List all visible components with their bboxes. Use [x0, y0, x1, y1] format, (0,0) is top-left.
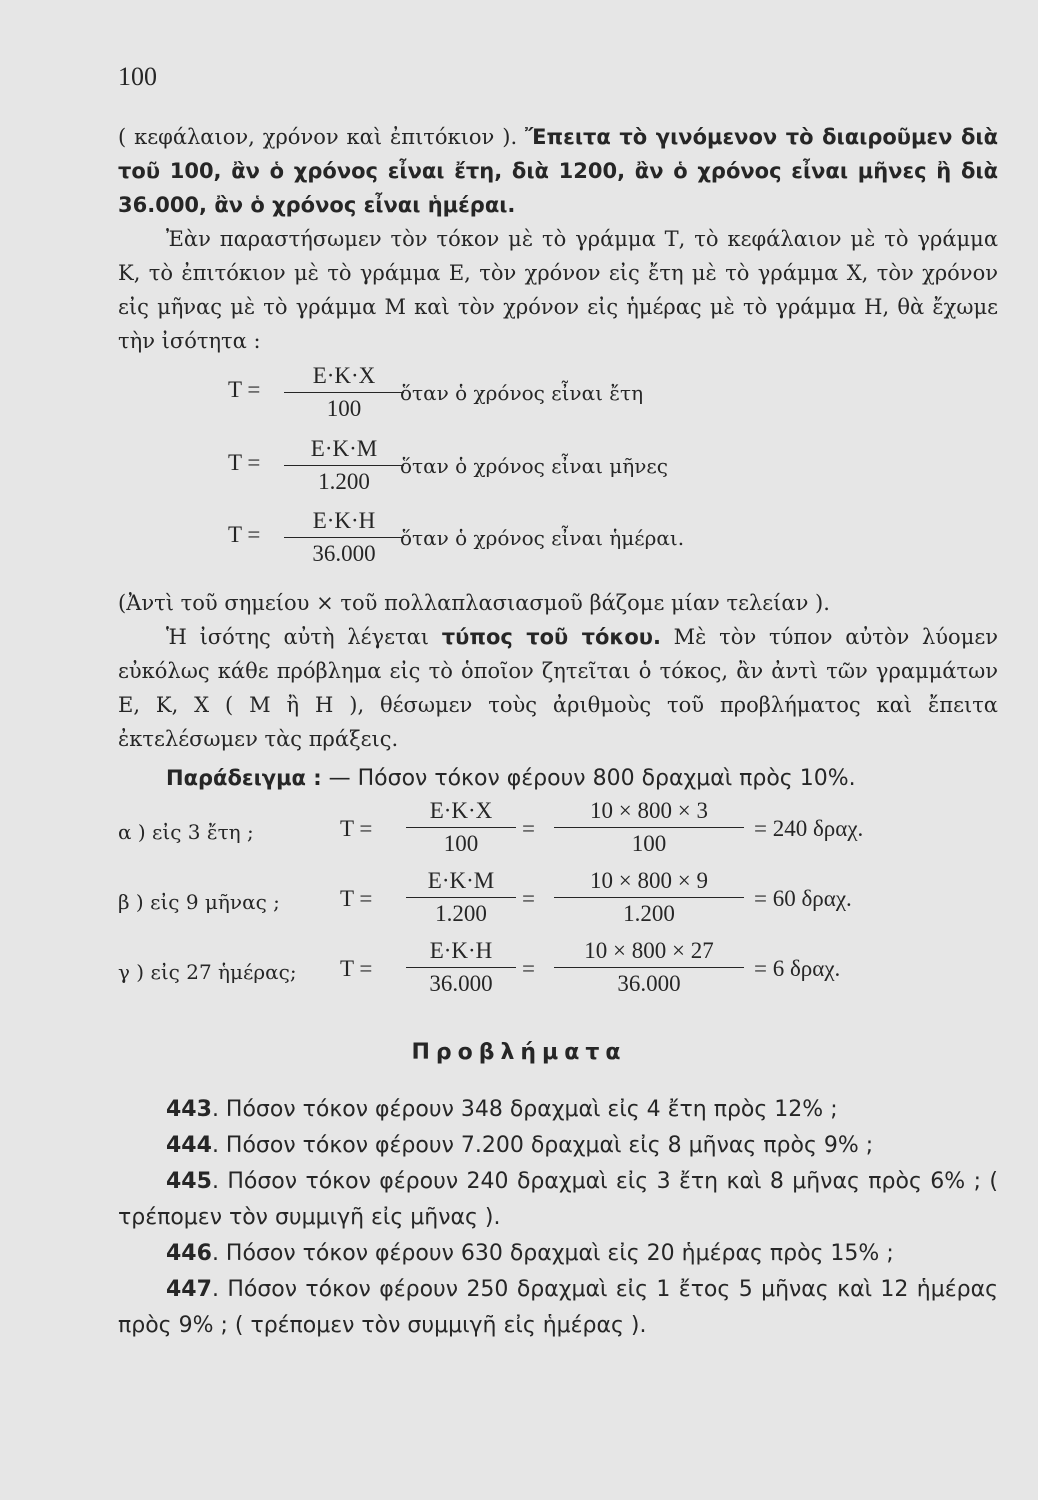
numerator: E·K·H [406, 938, 516, 968]
page-number: 100 [118, 62, 157, 91]
case-b [118, 868, 998, 932]
example-label: Παράδειγμα : [166, 766, 322, 790]
formula-text-pre: Ἡ ἰσότης αὐτὴ λέγεται [166, 625, 442, 649]
equals-sign: = [522, 956, 535, 981]
fraction [284, 436, 404, 495]
case-label: γ ) εἰς 27 ἡμέρας; [118, 960, 297, 984]
case-result: = 6 δραχ. [754, 956, 841, 981]
problem-text: . Πόσον τόκον φέρουν 348 δραχμαὶ εἰς 4 ἔτη πρὸς 12% ; [211, 1097, 838, 1122]
denominator: 1.200 [318, 469, 370, 494]
fraction-numeric [554, 868, 744, 927]
fraction-numeric [554, 938, 744, 997]
formula-lhs: T = [228, 522, 261, 547]
numerator: E·K·M [406, 868, 516, 898]
fraction [284, 363, 404, 422]
fraction-symbolic [406, 938, 516, 997]
numerator: 10 × 800 × 9 [554, 868, 744, 898]
formula-condition: ὅταν ὁ χρόνος εἶναι μῆνες [400, 454, 668, 478]
formula-condition: ὅταν ὁ χρόνος εἶναι ἡμέραι. [400, 526, 685, 550]
equals-sign: = [522, 816, 535, 841]
denominator: 100 [443, 831, 479, 856]
intro-paragraph [118, 120, 998, 222]
formula-text-post: Μὲ τὸν τύπον αὐτὸν λύομεν εὐκόλως κάθε πρόβλημα εἰς τὸ ὁποῖον ζητεῖται ὁ τόκος, ἂν ἀντὶ τῶν γραμμάτων Ε, Κ, Χ ( Μ ἢ Η ), θέσωμεν τοὺς ἀριθμοὺς τοῦ προβλήματος καὶ ἔπειτα ἐκτελέσωμεν τὰς πράξεις. [118, 625, 998, 751]
definition-paragraph: Ἐὰν παραστήσωμεν τὸν τόκον μὲ τὸ γράμμα Τ, τὸ κεφάλαιον μὲ τὸ γράμμα Κ, τὸ ἐπιτόκιον μὲ τὸ γράμμα Ε, τὸν χρόνον εἰς ἔτη μὲ τὸ γράμμα Χ, τὸν χρόνον εἰς μῆνας μὲ τὸ γράμμα Μ καὶ τὸν χρόνον εἰς ἡμέρας μὲ τὸ γράμμα Η, θὰ ἔχωμε τὴν ἰσότητα : [118, 227, 998, 353]
problem-443 [118, 1092, 998, 1128]
example-paragraph [118, 760, 998, 797]
case-a [118, 798, 998, 862]
problem-number: 445 [166, 1169, 212, 1194]
formula-lhs: T = [228, 450, 261, 475]
numerator: E·K·X [406, 798, 516, 828]
formula-lhs: T = [228, 377, 261, 402]
fraction-symbolic [406, 868, 516, 927]
problem-445 [118, 1164, 998, 1236]
denominator: 100 [326, 396, 362, 421]
problem-text: . Πόσον τόκον φέρουν 250 δραχμαὶ εἰς 1 ἔτος 5 μῆνας καὶ 12 ἡμέρας πρὸς 9% ; ( τρέπομεν τὸν συμμιγῆ εἰς ἡμέρας ). [118, 1277, 998, 1338]
problem-447 [118, 1272, 998, 1344]
denominator: 1.200 [623, 901, 675, 926]
problems-heading: Προβλήματα [411, 1040, 627, 1065]
problem-text: . Πόσον τόκον φέρουν 7.200 δραχμαὶ εἰς 8 μῆνας πρὸς 9% ; [211, 1133, 874, 1158]
problem-number: 446 [166, 1241, 212, 1266]
case-lhs: T = [340, 886, 373, 911]
problem-444 [118, 1128, 998, 1164]
formula-condition: ὅταν ὁ χρόνος εἶναι ἔτη [400, 381, 644, 405]
case-result: = 60 δραχ. [754, 886, 852, 911]
equals-sign: = [522, 886, 535, 911]
numerator: E·K·M [284, 436, 404, 466]
case-lhs: T = [340, 956, 373, 981]
numerator: E·K·X [284, 363, 404, 393]
intro-plain: ( κεφάλαιον, χρόνον καὶ ἐπιτόκιον ). [118, 125, 526, 149]
problem-number: 443 [166, 1097, 212, 1122]
problem-number: 447 [166, 1277, 212, 1302]
intro-bold-rule: Ἔπειτα τὸ γινόμενον τὸ διαιροῦμεν διὰ τοῦ 100, ἂν ὁ χρόνος εἶναι ἔτη, διὰ 1200, ἂν ὁ χρόνος εἶναι μῆνες ἢ διὰ 36.000, ἂν ὁ χρόνος εἶναι ἡμέραι. [118, 125, 999, 217]
case-label: β ) εἰς 9 μῆνας ; [118, 890, 280, 914]
case-label: α ) εἰς 3 ἔτη ; [118, 820, 254, 844]
fraction-symbolic [406, 798, 516, 857]
problem-446 [118, 1236, 998, 1272]
problem-text: . Πόσον τόκον φέρουν 240 δραχμαὶ εἰς 3 ἔτη καὶ 8 μῆνας πρὸς 6% ; ( τρέπομεν τὸν συμμιγῆ εἰς μῆνας ). [118, 1169, 998, 1230]
denominator: 36.000 [617, 971, 681, 996]
numerator: 10 × 800 × 27 [554, 938, 744, 968]
denominator: 36.000 [312, 541, 376, 566]
problem-text: . Πόσον τόκον φέρουν 630 δραχμαὶ εἰς 20 ἡμέρας πρὸς 15% ; [211, 1241, 894, 1266]
numerator: 10 × 800 × 3 [554, 798, 744, 828]
case-result: = 240 δραχ. [754, 816, 864, 841]
problem-number: 444 [166, 1133, 212, 1158]
formula-name-paragraph [118, 620, 998, 756]
case-c [118, 938, 998, 1002]
fraction-numeric [554, 798, 744, 857]
example-text: — Πόσον τόκον φέρουν 800 δραχμαὶ πρὸς 10%. [321, 766, 856, 791]
fraction [284, 508, 404, 567]
denominator: 1.200 [435, 901, 487, 926]
numerator: E·K·H [284, 508, 404, 538]
denominator: 100 [631, 831, 667, 856]
case-lhs: T = [340, 816, 373, 841]
denominator: 36.000 [429, 971, 493, 996]
formula-name: τύπος τοῦ τόκου. [441, 625, 661, 649]
multiplication-note: (Ἀντὶ τοῦ σημείου × τοῦ πολλαπλασιασμοῦ βάζομε μίαν τελείαν ). [118, 591, 830, 615]
